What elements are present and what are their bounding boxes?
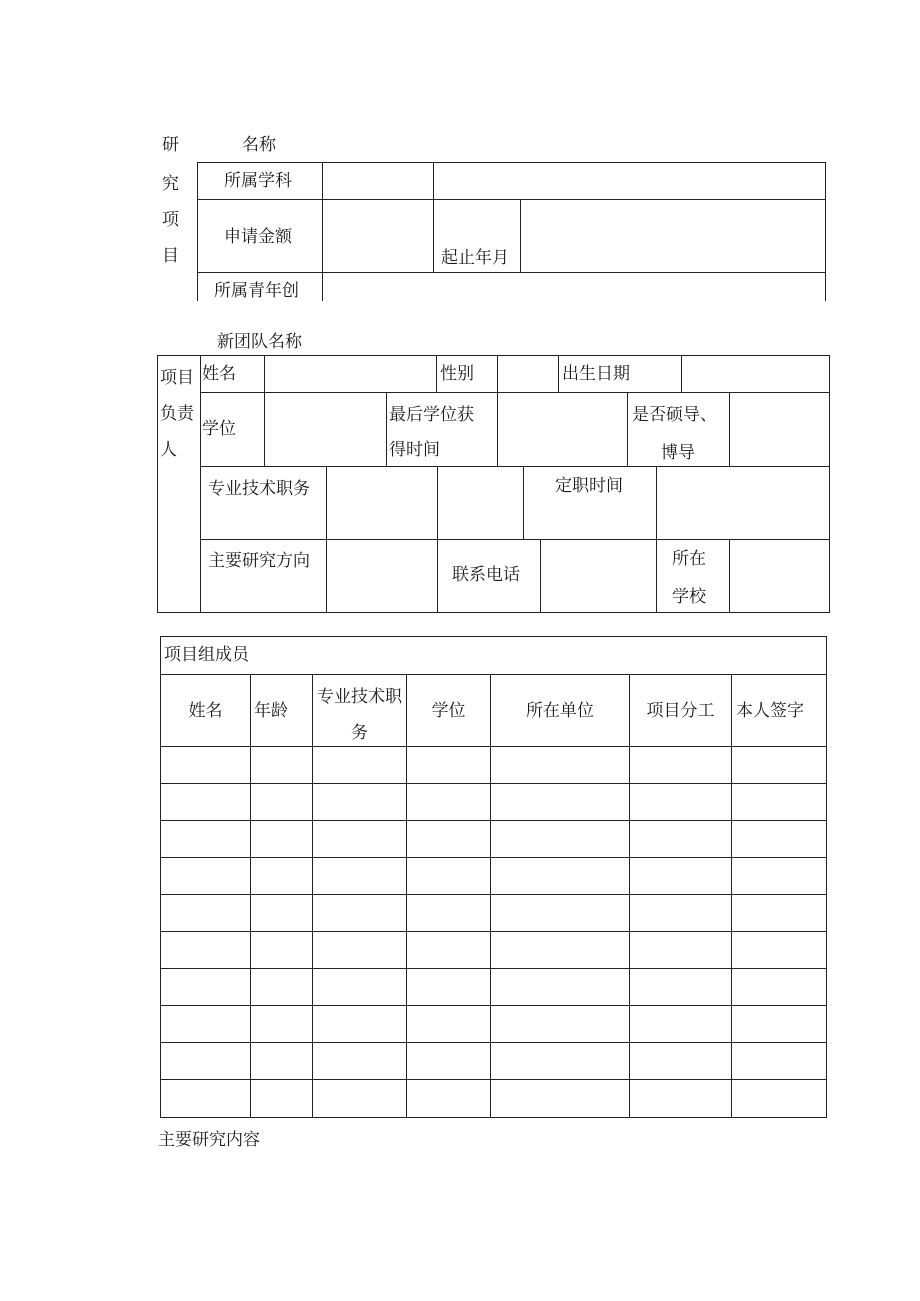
leader-side-line1: 项目 xyxy=(160,368,194,388)
gender-label: 性别 xyxy=(440,364,474,384)
member-row[interactable] xyxy=(161,821,826,857)
research-direction-label: 主要研究方向 xyxy=(208,551,310,571)
col-header-name: 姓名 xyxy=(188,701,223,721)
member-row[interactable] xyxy=(161,895,826,931)
title-label: 专业技术职务 xyxy=(208,479,310,499)
last-degree-label-line1: 最后学位获 xyxy=(389,405,474,425)
period-label: 起止年月 xyxy=(441,248,509,268)
supervisor-label-line1: 是否硕导、 xyxy=(632,405,717,425)
leader-side-line2: 负责 xyxy=(160,404,194,424)
member-row[interactable] xyxy=(161,969,826,1005)
side-char-2: 究 xyxy=(162,174,179,194)
members-title: 项目组成员 xyxy=(164,645,249,665)
gender-input[interactable] xyxy=(498,356,558,392)
member-row[interactable] xyxy=(161,858,826,894)
member-row[interactable] xyxy=(161,1080,826,1117)
side-char-1: 研 xyxy=(162,135,179,155)
leader-name-label: 姓名 xyxy=(202,364,236,384)
member-row[interactable] xyxy=(161,747,826,783)
team-label-line1: 所属青年创 xyxy=(214,281,299,301)
supervisor-label-line2: 博导 xyxy=(661,443,695,463)
period-input[interactable] xyxy=(521,200,825,272)
school-input[interactable] xyxy=(730,540,829,612)
degree-label: 学位 xyxy=(202,419,236,439)
degree-input[interactable] xyxy=(265,393,386,466)
title-extra-input[interactable] xyxy=(438,467,523,539)
member-row[interactable] xyxy=(161,1043,826,1079)
team-name-input[interactable] xyxy=(323,273,825,301)
school-label-line2: 学校 xyxy=(672,587,706,607)
member-row[interactable] xyxy=(161,1006,826,1042)
phone-input[interactable] xyxy=(541,540,656,612)
birth-date-input[interactable] xyxy=(682,356,829,392)
amount-input[interactable] xyxy=(323,200,433,272)
leader-side-line3: 人 xyxy=(160,440,177,460)
project-name-label: 名称 xyxy=(242,135,276,155)
col-header-unit: 所在单位 xyxy=(526,701,594,721)
phone-label: 联系电话 xyxy=(452,565,520,585)
birth-date-label: 出生日期 xyxy=(562,364,630,384)
col-header-title-line1: 专业技术职 xyxy=(317,687,402,707)
col-header-signature: 本人签字 xyxy=(736,701,804,721)
school-label-line1: 所在 xyxy=(672,549,706,569)
discipline-input[interactable] xyxy=(323,163,433,199)
title-date-label: 定职时间 xyxy=(555,476,623,496)
title-date-input[interactable] xyxy=(657,467,829,539)
col-header-role: 项目分工 xyxy=(646,701,715,721)
last-degree-label-line2: 得时间 xyxy=(389,440,440,460)
col-header-degree: 学位 xyxy=(431,701,466,721)
col-header-title-line2: 务 xyxy=(351,723,368,743)
title-input[interactable] xyxy=(327,467,437,539)
team-label-line2: 新团队名称 xyxy=(217,332,302,352)
supervisor-input[interactable] xyxy=(730,393,829,466)
last-degree-time-input[interactable] xyxy=(498,393,627,466)
col-header-age: 年龄 xyxy=(254,701,288,721)
amount-label: 申请金额 xyxy=(224,227,292,247)
discipline-detail-input[interactable] xyxy=(434,163,825,199)
member-row[interactable] xyxy=(161,932,826,968)
discipline-label: 所属学科 xyxy=(224,171,292,191)
research-direction-input[interactable] xyxy=(327,540,437,612)
member-row[interactable] xyxy=(161,784,826,820)
side-char-3: 项 xyxy=(162,210,179,230)
research-content-label: 主要研究内容 xyxy=(158,1130,260,1150)
leader-name-input[interactable] xyxy=(265,356,436,392)
side-char-4: 目 xyxy=(162,246,179,266)
